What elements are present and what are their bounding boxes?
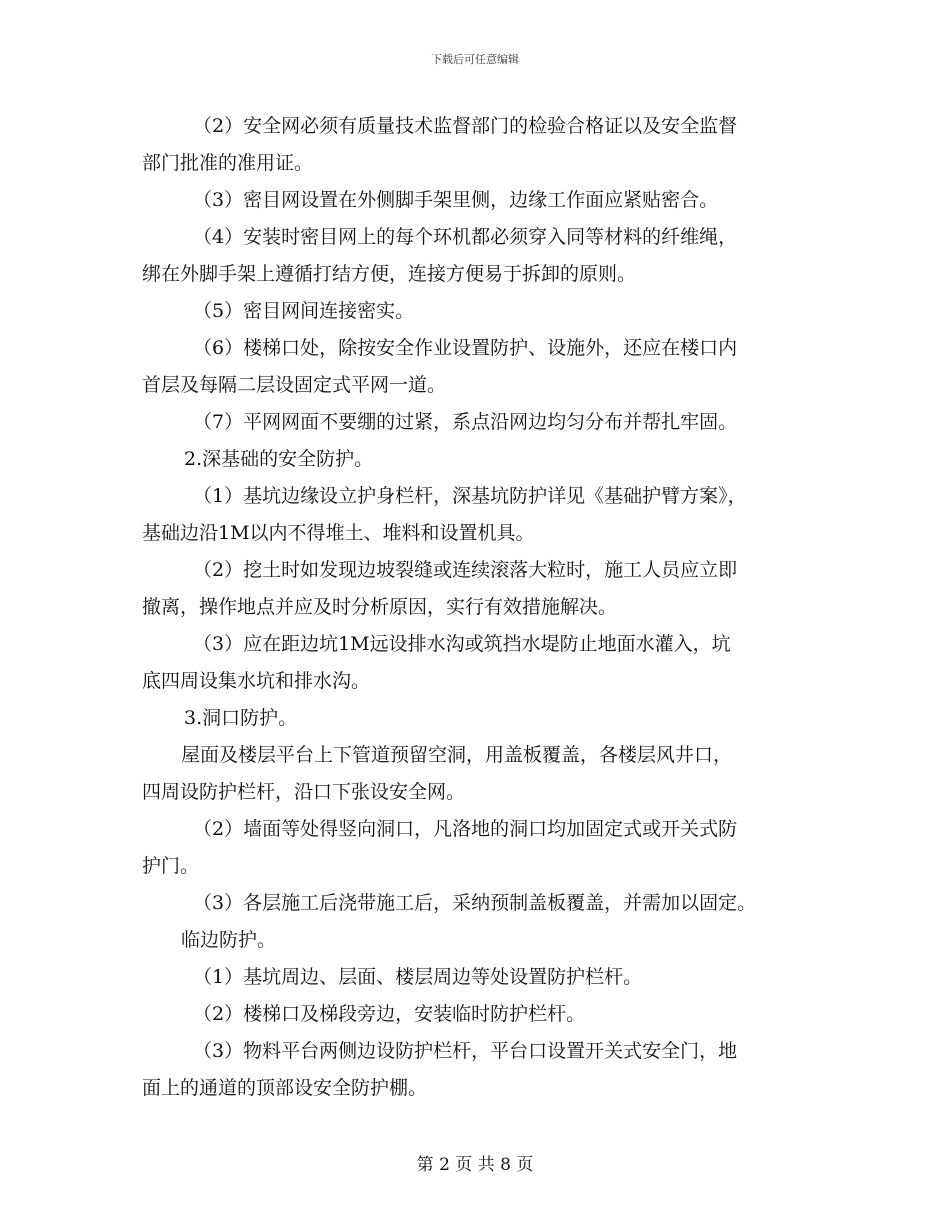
text-line: 屋面及楼层平台上下管道预留空洞，用盖板覆盖，各楼层风井口， [181, 744, 733, 766]
paragraph-net-certificate [142, 108, 810, 182]
section-heading-edge-protection [142, 922, 810, 959]
text-line: （2）挖土时如发现边坡裂缝或连续滚落大粒时，施工人员应立即 [193, 559, 738, 581]
text-line: （7）平网网面不要绷的过紧，系点沿网边均匀分布并帮扎牢固。 [193, 411, 738, 433]
text-line: （3）密目网设置在外侧脚手架里侧，边缘工作面应紧贴密合。 [193, 189, 719, 211]
text-line: （2）安全网必须有质量技术监督部门的检验合格证以及安全监督 [193, 115, 738, 137]
paragraph-wall-openings [142, 811, 810, 885]
paragraph-mesh-placement [142, 182, 810, 219]
text-line: （6）楼梯口处，除按安全作业设置防护、设施外，还应在楼口内 [193, 337, 738, 359]
text-line: （5）密目网间连接密实。 [193, 300, 415, 322]
text-line: 底四周设集水坑和排水沟。 [142, 670, 371, 692]
text-line: （3）各层施工后浇带施工后，采纳预制盖板覆盖，并需加以固定。 [193, 892, 757, 914]
paragraph-pit-railing [142, 478, 810, 552]
paragraph-drainage [142, 626, 810, 700]
text-line: 撤离，操作地点并应及时分析原因，实行有效措施解决。 [142, 596, 618, 618]
paragraph-stairwell [142, 330, 810, 404]
paragraph-roof-openings [142, 737, 810, 811]
paragraph-flat-net [142, 404, 810, 441]
paragraph-pit-perimeter [142, 959, 810, 996]
document-body [142, 108, 810, 1107]
text-line: （2）楼梯口及梯段旁边，安装临时防护栏杆。 [193, 1003, 586, 1025]
text-line: 3.洞口防护。 [184, 707, 298, 729]
paragraph-post-pour-strip [142, 885, 810, 922]
section-heading-deep-foundation [142, 441, 810, 478]
text-line: （3）应在距边坑1M远设排水沟或筑挡水堤防止地面水灌入，坑 [193, 633, 731, 655]
text-line: （2）墙面等处得竖向洞口，凡洛地的洞口均加固定式或开关式防 [193, 818, 738, 840]
text-line: （3）物料平台两侧边设防护栏杆，平台口设置开关式安全门，地 [193, 1040, 738, 1062]
section-heading-opening-protection [142, 700, 810, 737]
text-line: 四周设防护栏杆，沿口下张设安全网。 [142, 781, 466, 803]
page-number-footer: 第 2 页 共 8 页 [416, 1155, 534, 1175]
text-line: 2.深基础的安全防护。 [184, 448, 374, 470]
page-header: 下载后可任意编辑 [431, 53, 519, 66]
text-line: 临边防护。 [181, 929, 277, 951]
text-line: 首层及每隔二层设固定式平网一道。 [142, 374, 447, 396]
paragraph-mesh-connection [142, 293, 810, 330]
text-line: 护门。 [142, 855, 200, 877]
text-line: （1）基坑周边、层面、楼层周边等处设置防护栏杆。 [193, 966, 643, 988]
text-line: 绑在外脚手架上遵循打结方便，连接方便易于拆卸的原则。 [142, 263, 637, 285]
paragraph-material-platform [142, 1033, 810, 1107]
paragraph-stair-railing [142, 996, 810, 1033]
text-line: （4）安装时密目网上的每个环机都必须穿入同等材料的纤维绳， [193, 226, 738, 248]
text-line: 面上的通道的顶部设安全防护棚。 [142, 1077, 428, 1099]
text-line: 基础边沿1M以内不得堆土、堆料和设置机具。 [142, 522, 535, 544]
paragraph-mesh-install [142, 219, 810, 293]
text-line: （1）基坑边缘设立护身栏杆，深基坑防护详见《基础护臂方案》， [193, 485, 747, 507]
paragraph-excavation [142, 552, 810, 626]
text-line: 部门批准的准用证。 [142, 152, 314, 174]
